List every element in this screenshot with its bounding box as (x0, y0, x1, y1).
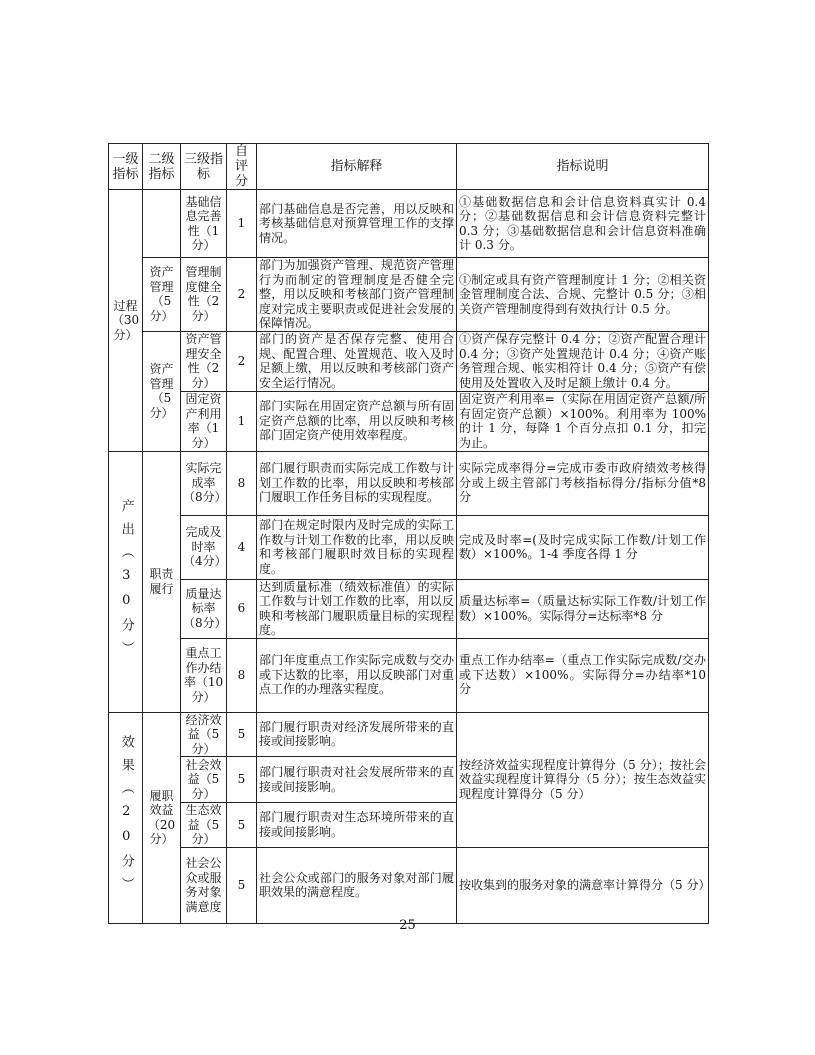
table-row (109, 258, 709, 332)
header-explain: 指标解释 (257, 144, 457, 190)
explain-cell: 部门实际在用固定资产总额与所有固定资产总额的比率，用以反映和考核部门固定资产使用效率程度。 (257, 391, 457, 451)
table-row (109, 638, 709, 712)
evaluation-table (108, 143, 709, 924)
group-effect: 效果（20分） (118, 735, 134, 900)
explain-cell: 部门履行职责对生态环境所带来的直接或间接影响。 (257, 803, 457, 848)
table-row (109, 331, 709, 391)
group-benefit: 履职效益（20分） (143, 712, 181, 923)
note-cell: ①基础数据信息和会计信息资料真实计 0.4 分；②基础数据信息和会计信息资料完整计 0.3 分；③基础数据信息和会计信息资料准确计 0.3 分。 (457, 190, 709, 258)
group-asset-mgmt-b: 资产管理（5分） (143, 331, 181, 451)
score-cell: 5 (227, 757, 257, 803)
explain-cell: 部门年度重点工作实际完成数与交办或下达数的比率，用以反映部门对重点工作的办理落实程度。 (257, 638, 457, 712)
note-cell: ①制定或具有资产管理制度计 1 分；②相关资金管理制度合法、合规、完整计 0.5 分；③相关资产管理制度得到有效执行计 0.5 分。 (457, 258, 709, 332)
header-level2: 二级指标 (143, 144, 181, 190)
table-row (109, 190, 709, 258)
group-duty: 职责履行 (143, 451, 181, 712)
explain-cell: 达到质量标准（绩效标准值）的实际工作数与计划工作数的比率，用以反映和考核部门履职质量目标的实现程度。 (257, 579, 457, 638)
score-cell: 1 (227, 391, 257, 451)
level3-cell: 社会公众或服务对象满意度 (181, 847, 227, 923)
score-cell: 5 (227, 803, 257, 848)
table-header-row (109, 144, 709, 190)
explain-cell: 部门为加强资产管理、规范资产管理行为而制定的管理制度是否健全完整，用以反映和考核部门资产管理制度对完成主要职责或促进社会发展的保障情况。 (257, 258, 457, 332)
level3-cell: 固定资产利用率（1分） (181, 391, 227, 451)
note-cell: 完成及时率=(及时完成实际工作数/计划工作数）×100%。1-4 季度各得 1 分 (457, 515, 709, 579)
level3-cell: 生态效益（5分） (181, 803, 227, 848)
score-cell: 6 (227, 579, 257, 638)
group-output: 产出（30分） (118, 499, 134, 664)
header-level3: 三级指标 (181, 144, 227, 190)
explain-cell: 部门履行职责对经济发展所带来的直接或间接影响。 (257, 712, 457, 757)
page-number: 25 (399, 918, 416, 933)
score-cell: 4 (227, 515, 257, 579)
header-note: 指标说明 (457, 144, 709, 190)
score-cell: 2 (227, 331, 257, 391)
score-cell: 1 (227, 190, 257, 258)
table-row (109, 391, 709, 451)
level3-cell: 重点工作办结率（10分） (181, 638, 227, 712)
level3-cell: 社会效益（5分） (181, 757, 227, 803)
explain-cell: 部门在规定时限内及时完成的实际工作数与计划工作数的比率，用以反映和考核部门履职时效目标的实现程度。 (257, 515, 457, 579)
score-cell: 5 (227, 847, 257, 923)
group-output-cell (109, 451, 143, 712)
level3-cell: 完成及时率（4分） (181, 515, 227, 579)
level3-cell: 实际完成率（8分） (181, 451, 227, 515)
score-cell: 5 (227, 712, 257, 757)
score-cell: 8 (227, 451, 257, 515)
level3-cell: 资产管理安全性（2分） (181, 331, 227, 391)
level3-cell: 质量达标率（8分） (181, 579, 227, 638)
group-asset-mgmt-a: 资产管理（5分） (143, 258, 181, 332)
explain-cell: 社会公众或部门的服务对象对部门履职效果的满意程度。 (257, 847, 457, 923)
explain-cell: 部门的资产是否保存完整、使用合规、配置合理、处置规范、收入及时足额上缴，用以反映和考核部门资产安全运行情况。 (257, 331, 457, 391)
note-cell: 按收集到的服务对象的满意率计算得分（5 分） (457, 847, 709, 923)
table-row (109, 847, 709, 923)
group-process: 过程（30分） (109, 190, 143, 452)
header-level1: 一级指标 (109, 144, 143, 190)
table-row (109, 712, 709, 757)
header-score: 自评分 (227, 144, 257, 190)
note-cell: 实际完成率得分=完成市委市政府绩效考核得分或上级主管部门考核指标得分/指标分值*8 分 (457, 451, 709, 515)
table-row (109, 515, 709, 579)
note-cell-merged: 按经济效益实现程度计算得分（5 分）；按社会效益实现程度计算得分（5 分）；按生态效益实现程度计算得分（5 分） (457, 712, 709, 847)
note-cell: 质量达标率=（质量达标实际工作数/计划工作数）×100%。实际得分=达标率*8 分 (457, 579, 709, 638)
note-cell: ①资产保存完整计 0.4 分；②资产配置合理计 0.4 分；③资产处置规范计 0.4 分；④资产账务管理合规、帐实相符计 0.4 分；⑤资产有偿使用及处置收入及时足额上缴计 0.4 分。 (457, 331, 709, 391)
explain-cell: 部门履行职责对社会发展所带来的直接或间接影响。 (257, 757, 457, 803)
score-cell: 2 (227, 258, 257, 332)
level3-cell: 经济效益（5分） (181, 712, 227, 757)
level3-cell: 基础信息完善性（1分） (181, 190, 227, 258)
note-cell: 固定资产利用率=（实际在用固定资产总额/所有固定资产总额）×100%。利用率为 100% 的计 1 分，每降 1 个百分点扣 0.1 分，扣完为止。 (457, 391, 709, 451)
explain-cell: 部门履行职责而实际完成工作数与计划工作数的比率，用以反映和考核部门履职工作任务目标的实现程度。 (257, 451, 457, 515)
note-cell: 重点工作办结率=（重点工作实际完成数/交办或下达数）×100%。实际得分=办结率*10 分 (457, 638, 709, 712)
table-row (109, 451, 709, 515)
table-row (109, 579, 709, 638)
score-cell: 8 (227, 638, 257, 712)
blank-cell (143, 190, 181, 258)
level3-cell: 管理制度健全性（2分） (181, 258, 227, 332)
explain-cell: 部门基础信息是否完善，用以反映和考核基础信息对预算管理工作的支撑情况。 (257, 190, 457, 258)
group-effect-cell (109, 712, 143, 923)
